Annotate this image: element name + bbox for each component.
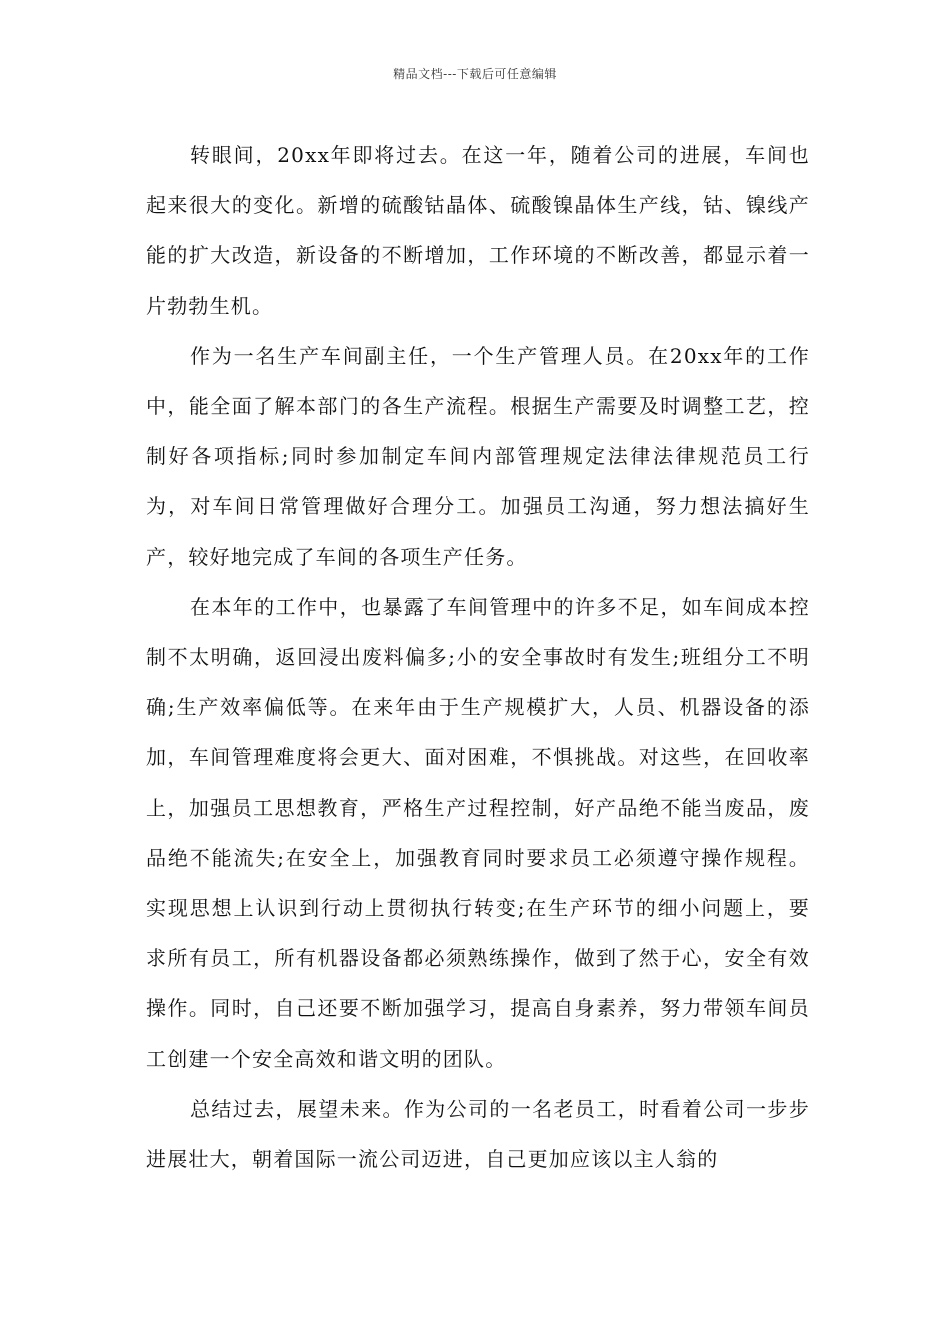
document-body: [146, 130, 810, 1184]
paragraph-2: 作为一名生产车间副主任，一个生产管理人员。在20xx年的工作中，能全面了解本部门的各生产流程。根据生产需要及时调整工艺，控制好各项指标;同时参加制定车间内部管理规定法律法律规范员工行为，对车间日常管理做好合理分工。加强员工沟通，努力想法搞好生产，较好地完成了车间的各项生产任务。: [146, 343, 810, 569]
page-header: 精品文档---下载后可任意编辑: [393, 67, 557, 81]
paragraph-3: 在本年的工作中，也暴露了车间管理中的许多不足，如车间成本控制不太明确，返回浸出废料偏多;小的安全事故时有发生;班组分工不明确;生产效率偏低等。在来年由于生产规模扩大，人员、机器设备的添加，车间管理难度将会更大、面对困难，不惧挑战。对这些，在回收率上，加强员工思想教育，严格生产过程控制，好产品绝不能当废品，废品绝不能流失;在安全上，加强教育同时要求员工必须遵守操作规程。实现思想上认识到行动上贯彻执行转变;在生产环节的细小问题上，要求所有员工，所有机器设备都必须熟练操作，做到了然于心，安全有效操作。同时，自己还要不断加强学习，提高自身素养，努力带领车间员工创建一个安全高效和谐文明的团队。: [146, 594, 810, 1071]
paragraph-4: 总结过去，展望未来。作为公司的一名老员工，时看着公司一步步进展壮大，朝着国际一流公司迈进，自己更加应该以主人翁的: [146, 1096, 810, 1172]
paragraph-1: 转眼间，20xx年即将过去。在这一年，随着公司的进展，车间也起来很大的变化。新增的硫酸钴晶体、硫酸镍晶体生产线，钴、镍线产能的扩大改造，新设备的不断增加，工作环境的不断改善，都显示着一片勃勃生机。: [146, 143, 810, 318]
